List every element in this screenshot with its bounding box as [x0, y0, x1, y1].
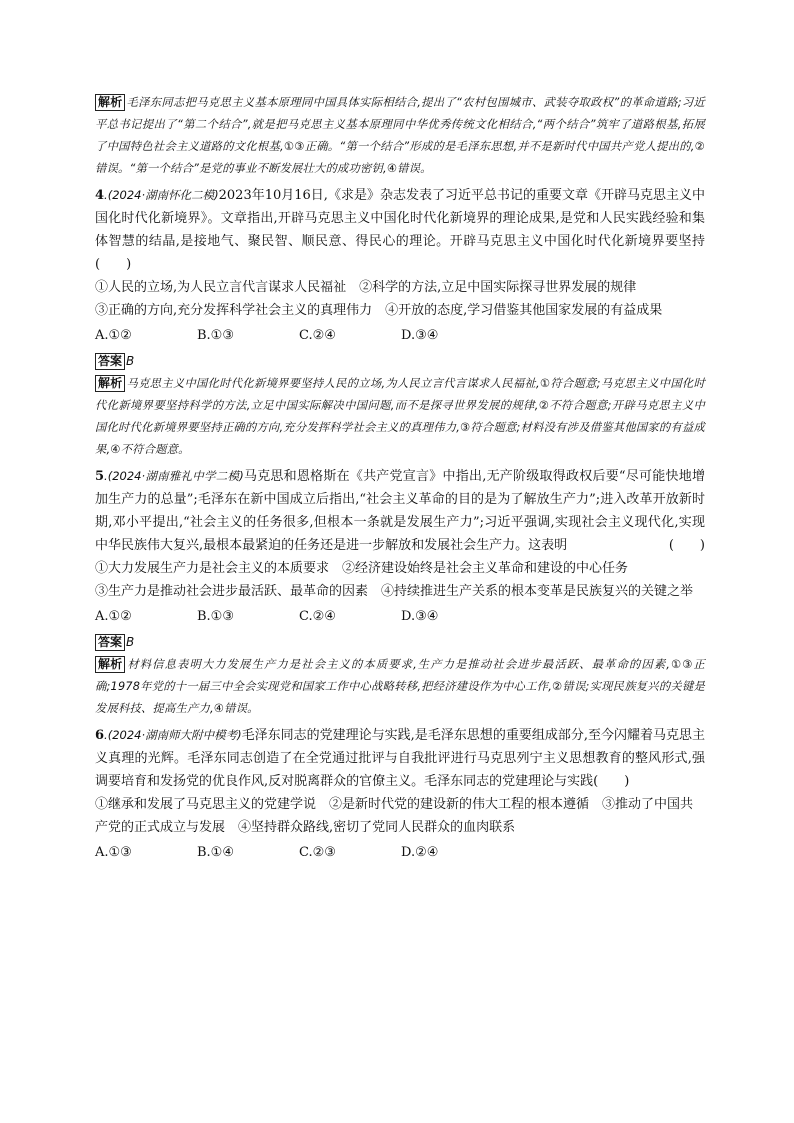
- q5-choices: [95, 605, 705, 629]
- q4-analysis-text: 马克思主义中国化时代化新境界要坚持人民的立场,为人民立言代言谋求人民福祉,①符合题意;马克思主义中国化时代化新境界要坚持科学的方法,立足中国实际解决中国问题,而不是探寻世界发展的规律,②不符合题意;开辟马克思主义中国化时代化新境界要坚持正确的方向,充分发挥科学社会主义的真理伟力,③符合题意;材料没有涉及借鉴其他国家的有益成果,④不符合题意。: [95, 377, 705, 456]
- q6-choices: [95, 841, 705, 865]
- q5-analysis: [95, 654, 705, 720]
- choice-c: C.②④: [299, 328, 336, 343]
- page-content: [95, 92, 705, 867]
- choice-a: A.①②: [95, 609, 132, 624]
- q5-stem: [95, 465, 705, 557]
- q6-number: 6: [95, 728, 105, 743]
- q4-analysis: [95, 373, 705, 461]
- q4-stem-text: 2023年10月16日,《求是》杂志发表了习近平总书记的重要文章《开辟马克思主义中国化时代化新境界》。文章指出,开辟马克思主义中国化时代化新境界的理论成果,是党和人民实践经验和集体智慧的结晶,是接地气、聚民智、顺民意、得民心的理论。开辟马克思主义中国化时代化新境界要坚持( ): [95, 188, 705, 272]
- analysis-tag: 解析: [95, 656, 125, 673]
- q6-stem: [95, 724, 705, 793]
- choice-c: C.②④: [299, 609, 336, 624]
- choice-b: B.①③: [197, 609, 234, 624]
- q5-answer-value: B: [126, 635, 135, 649]
- choice-d: D.③④: [401, 609, 439, 624]
- q5-answer: [95, 631, 705, 654]
- q5-stem-text: 马克思和恩格斯在《共产党宣言》中指出,无产阶级取得政权后要“尽可能快地增加生产力的总量”;毛泽东在新中国成立后指出,“社会主义革命的目的是为了解放生产力”;进入改革开放新时期,邓小平提出,“社会主义的任务很多,但根本一条就是发展生产力”;习近平强调,实现社会主义现代化,实现中华民族伟大复兴,最根本最紧迫的任务还是进一步解放和发展社会生产力。这表明: [95, 469, 705, 553]
- q4-answer-value: B: [126, 354, 135, 368]
- q5-number: 5: [95, 469, 105, 484]
- q4-choices: [95, 324, 705, 348]
- q5-answer-bracket: ( ): [668, 538, 705, 553]
- q5-source: .(2024·湖南雅礼中学二模): [104, 469, 244, 483]
- q6-source: .(2024·湖南师大附中模考): [104, 728, 242, 742]
- q4-answer: [95, 350, 705, 373]
- answer-tag: 答案: [95, 634, 125, 651]
- q4-source: .(2024·湖南怀化二模): [104, 188, 219, 202]
- analysis-tag: 解析: [95, 375, 125, 392]
- q5-option-line: ①大力发展生产力是社会主义的本质要求 ②经济建设始终是社会主义革命和建设的中心任务: [95, 561, 629, 576]
- q5-option-line: ③生产力是推动社会进步最活跃、最革命的因素 ④持续推进生产关系的根本变革是民族复兴的关键之举: [95, 584, 694, 599]
- q5-analysis-text: 材料信息表明大力发展生产力是社会主义的本质要求,生产力是推动社会进步最活跃、最革命的因素,①③正确;1978年党的十一届三中全会实现党和国家工作中心战略转移,把经济建设作为中心工作,②错误;实现民族复兴的关键是发展科技、提高生产力,④错误。: [95, 658, 705, 715]
- choice-c: C.②③: [299, 845, 336, 860]
- choice-b: B.①④: [197, 845, 234, 860]
- q4-number: 4: [95, 188, 105, 203]
- q4-option-line: ①人民的立场,为人民立言代言谋求人民福祉 ②科学的方法,立足中国实际探寻世界发展的规律: [95, 280, 637, 295]
- choice-b: B.①③: [197, 328, 234, 343]
- q6-stem-text: 毛泽东同志的党建理论与实践,是毛泽东思想的重要组成部分,至今闪耀着马克思主义真理的光辉。毛泽东同志创造了在全党通过批评与自我批评进行马克思列宁主义思想教育的整风形式,强调要培育和发扬党的优良作风,反对脱离群众的官僚主义。毛泽东同志的党建理论与实践( ): [95, 728, 705, 789]
- choice-a: A.①③: [95, 845, 132, 860]
- analysis-tag: 解析: [95, 94, 125, 111]
- q4-stem: [95, 184, 705, 276]
- q3-analysis-text: 毛泽东同志把马克思主义基本原理同中国具体实际相结合,提出了“农村包围城市、武装夺取政权”的革命道路;习近平总书记提出了“第二个结合”,就是把马克思主义基本原理同中华优秀传统文化相结合,“两个结合”筑牢了道路根基,拓展了中国特色社会主义道路的文化根基,①③正确。“第一个结合”形成的是毛泽东思想,并不是新时代中国共产党人提出的,②错误。“第一个结合”是党的事业不断发展壮大的成功密钥,④错误。: [95, 96, 705, 175]
- choice-a: A.①②: [95, 328, 132, 343]
- choice-d: D.②④: [401, 845, 439, 860]
- q4-option-line: ③正确的方向,充分发挥科学社会主义的真理伟力 ④开放的态度,学习借鉴其他国家发展的有益成果: [95, 303, 663, 318]
- q3-analysis: [95, 92, 705, 180]
- answer-tag: 答案: [95, 353, 125, 370]
- choice-d: D.③④: [401, 328, 439, 343]
- q6-option-line: ①继承和发展了马克思主义的党建学说 ②是新时代党的建设新的伟大工程的根本遵循 ③推动了中国共产党的正式成立与发展 ④坚持群众路线,密切了党同人民群众的血肉联系: [95, 797, 694, 835]
